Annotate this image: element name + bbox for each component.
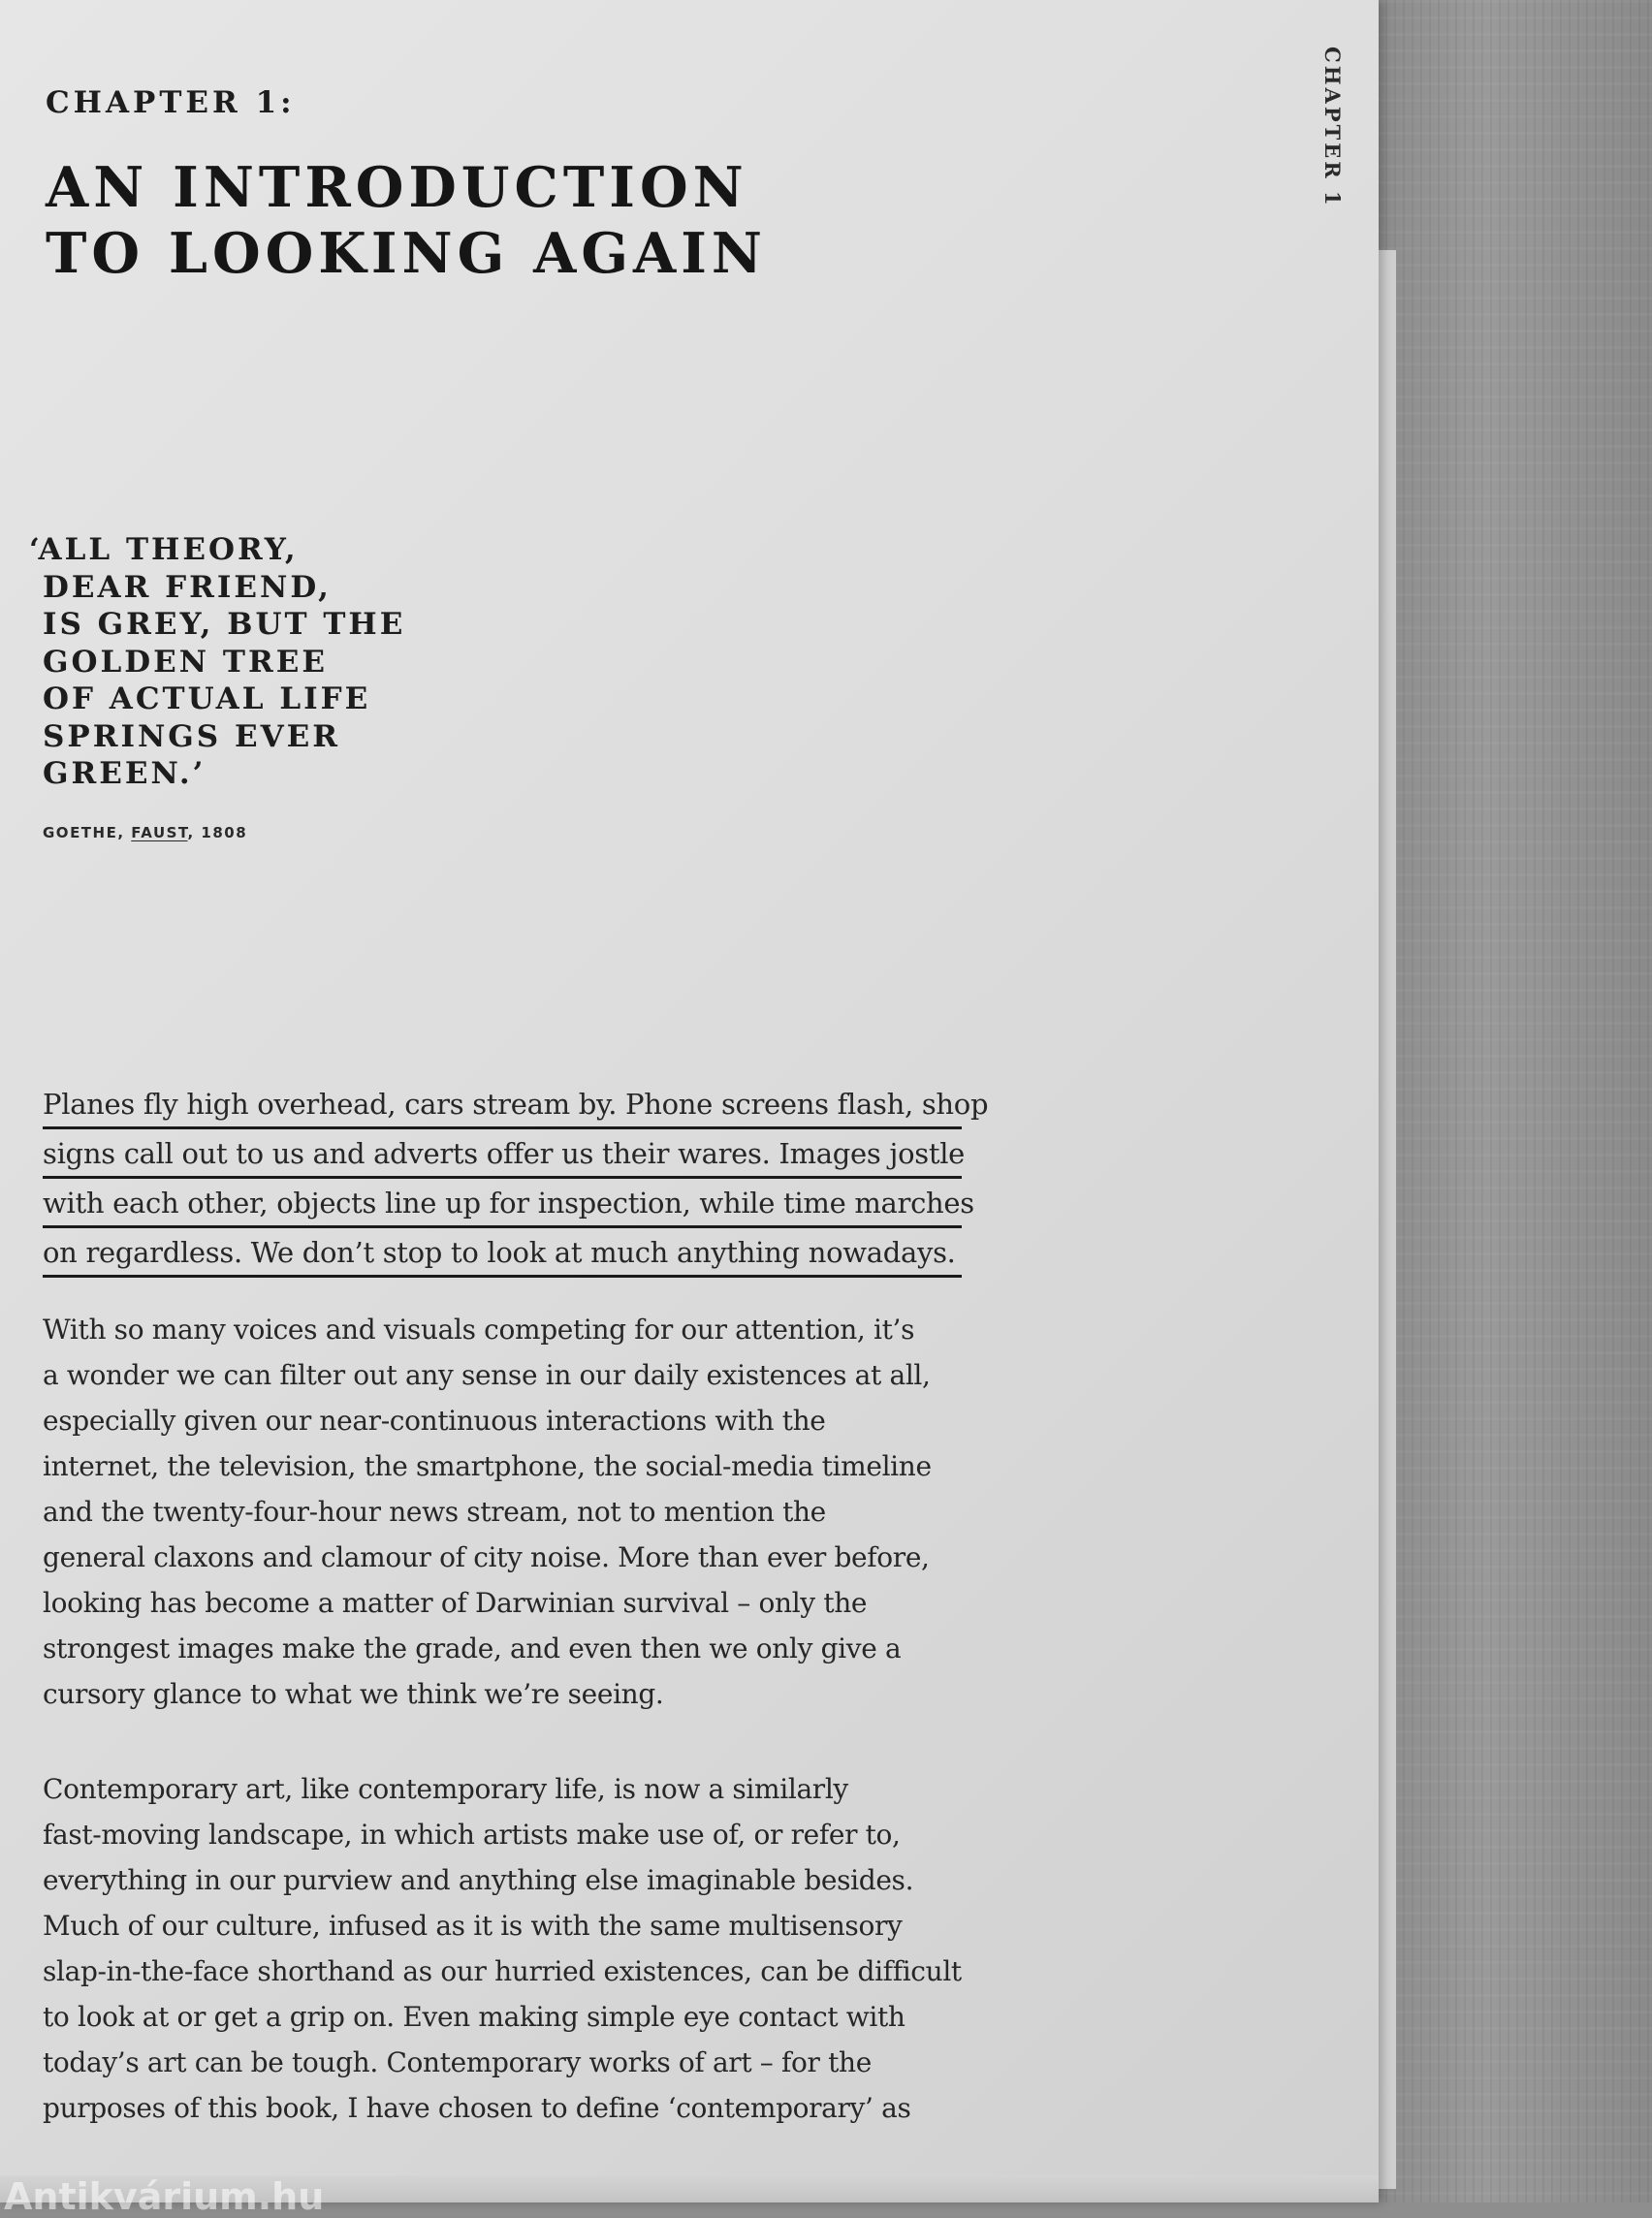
chapter-title-line: AN INTRODUCTION — [46, 155, 748, 220]
text-line: looking has become a matter of Darwinian survival – only the — [43, 1587, 868, 1619]
lead-line: with each other, objects line up for inspection, while time marches — [43, 1183, 962, 1228]
attribution-work: FAUST — [131, 824, 188, 841]
text-line: Contemporary art, like contemporary life, is now a similarly — [43, 1773, 848, 1805]
text-line: slap-in-the-face shorthand as our hurried existences, can be difficult — [43, 1955, 962, 1987]
running-head: CHAPTER 1 — [1320, 47, 1345, 208]
body-paragraph — [43, 1766, 983, 2131]
quote-line: IS GREY, BUT THE — [43, 607, 406, 642]
text-line: strongest images make the grade, and even then we only give a — [43, 1632, 902, 1664]
quote-line: OF ACTUAL LIFE — [43, 681, 371, 716]
text-line: general claxons and clamour of city noise. More than ever before, — [43, 1541, 930, 1573]
text-line: With so many voices and visuals competing for our attention, it’s — [43, 1314, 915, 1346]
watermark: Antikvárium.hu — [4, 2175, 325, 2218]
body-paragraph — [43, 1307, 983, 1717]
text-line: cursory glance to what we think we’re seeing. — [43, 1678, 664, 1710]
quote-line: ‘ALL THEORY, — [29, 532, 299, 567]
text-line: fast-moving landscape, in which artists make use of, or refer to, — [43, 1819, 901, 1851]
epigraph-attribution — [43, 824, 247, 841]
lead-line: signs call out to us and adverts offer us their wares. Images jostle — [43, 1133, 962, 1179]
quote-line: GREEN.’ — [43, 756, 206, 791]
background-surface — [1377, 0, 1652, 2202]
chapter-title — [46, 155, 767, 287]
text-line: a wonder we can filter out any sense in our daily existences at all, — [43, 1359, 931, 1391]
lead-paragraph — [43, 1084, 989, 1282]
chapter-title-line: TO LOOKING AGAIN — [46, 221, 768, 286]
text-line: today’s art can be tough. Contemporary works of art – for the — [43, 2046, 872, 2078]
attribution-author: GOETHE, — [43, 824, 132, 841]
text-line: purposes of this book, I have chosen to define ‘contemporary’ as — [43, 2092, 911, 2124]
text-line: Much of our culture, infused as it is with the same multisensory — [43, 1910, 903, 1942]
attribution-year: , 1808 — [187, 824, 248, 841]
lead-line: on regardless. We don’t stop to look at much anything nowadays. — [43, 1232, 962, 1278]
chapter-label: CHAPTER 1: — [46, 85, 296, 120]
epigraph-quote — [29, 531, 456, 793]
text-line: to look at or get a grip on. Even making simple eye contact with — [43, 2001, 905, 2033]
text-line: especially given our near-continuous interactions with the — [43, 1405, 826, 1437]
quote-line: GOLDEN TREE — [43, 644, 329, 680]
lead-line: Planes fly high overhead, cars stream by. Phone screens flash, shop — [43, 1084, 962, 1129]
quote-line: SPRINGS EVER — [43, 718, 341, 754]
text-line: internet, the television, the smartphone, the social-media timeline — [43, 1450, 932, 1482]
text-line: and the twenty-four-hour news stream, not to mention the — [43, 1496, 826, 1528]
quote-line: DEAR FRIEND, — [43, 569, 332, 605]
text-line: everything in our purview and anything else imaginable besides. — [43, 1864, 914, 1896]
